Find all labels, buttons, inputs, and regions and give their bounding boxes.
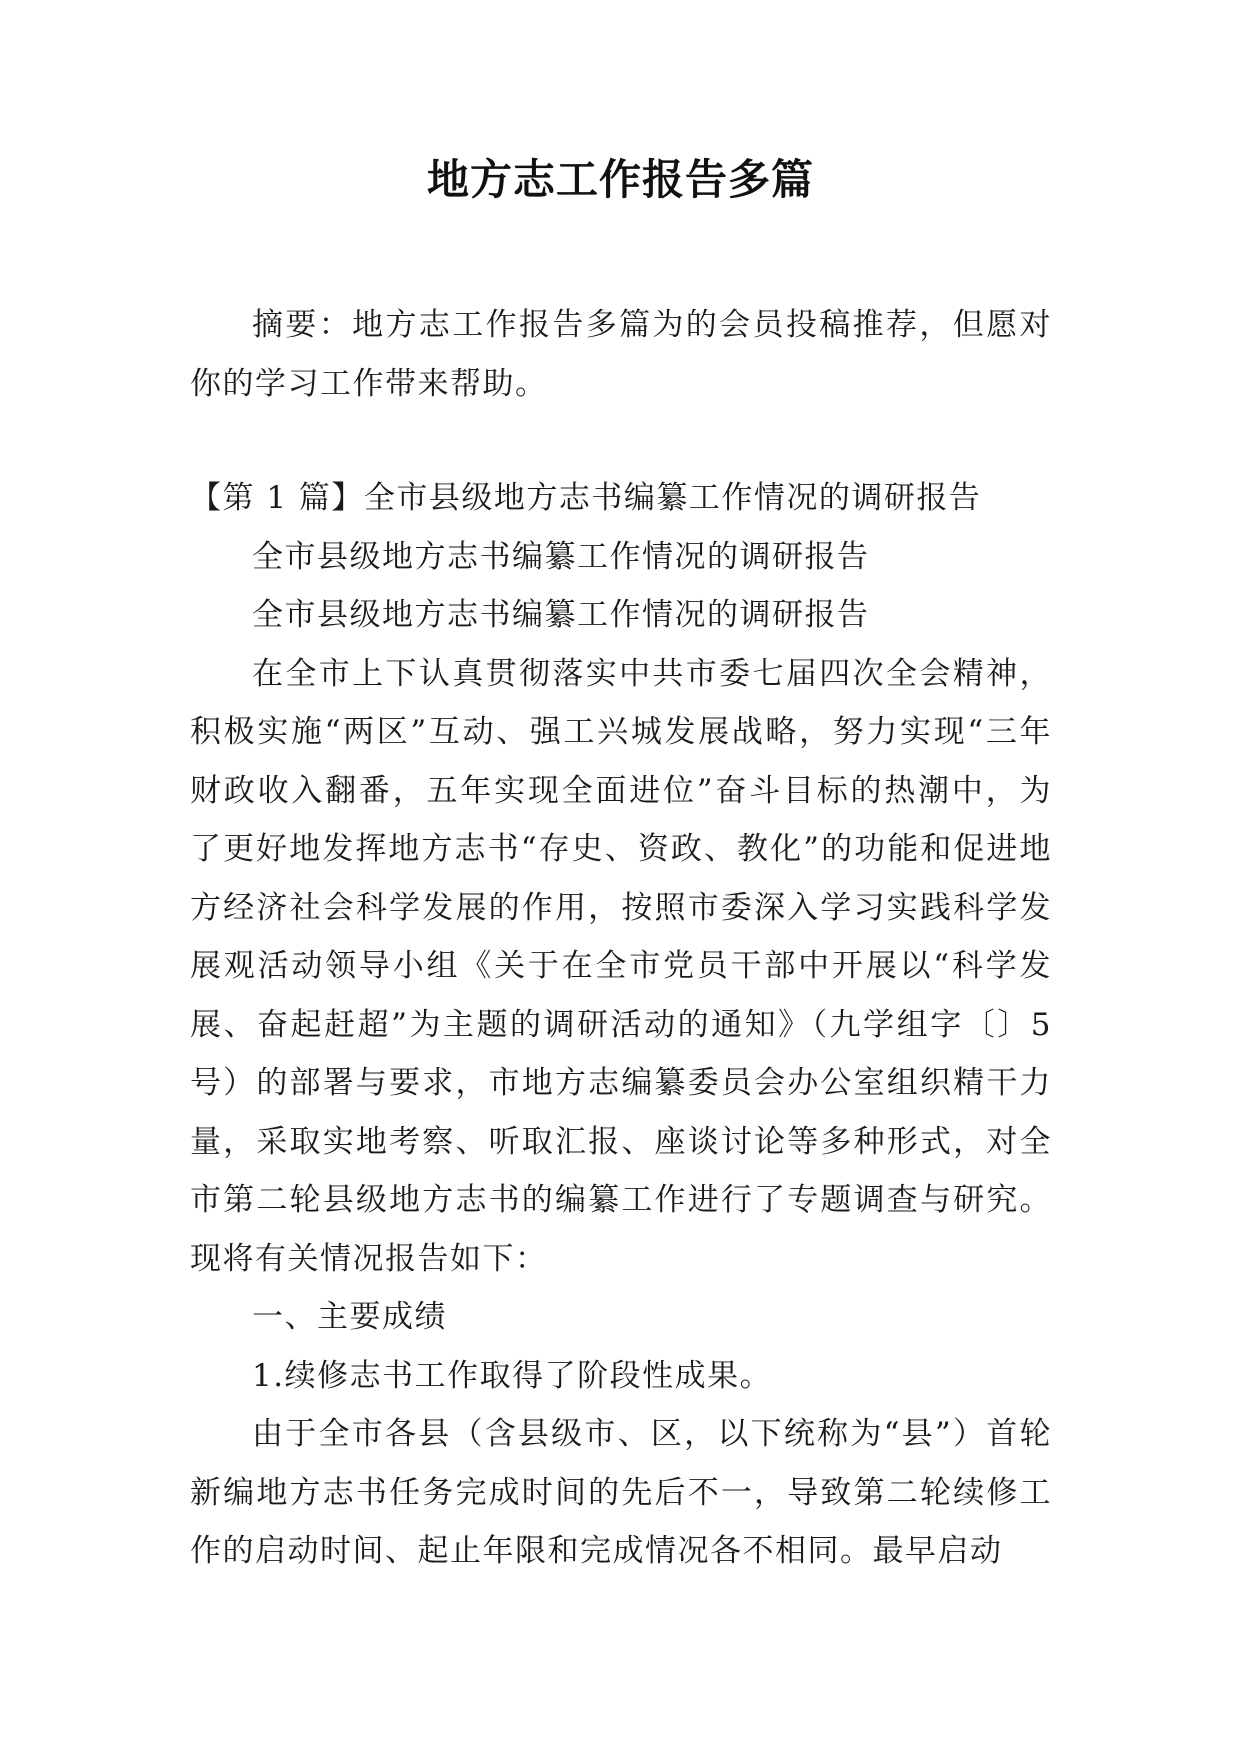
paragraph-spacer (190, 413, 1052, 469)
abstract-paragraph: 摘要：地方志工作报告多篇为的会员投稿推荐，但愿对你的学习工作带来帮助。 (190, 307, 1052, 402)
report-subtitle: 全市县级地方志书编纂工作情况的调研报告 (252, 538, 870, 575)
document-title: 地方志工作报告多篇 (426, 155, 814, 204)
body-paragraph: 由于全市各县（含县级市、区，以下统称为“县”）首轮新编地方志书任务完成时间的先后不一，导致第二轮续修工作的启动时间、起止年限和完成情况各不相同。最早启动 (190, 1416, 1052, 1569)
intro-paragraph: 在全市上下认真贯彻落实中共市委七届四次全会精神，积极实施“两区”互动、强工兴城发展战略，努力实现“三年财政收入翻番，五年实现全面进位”奋斗目标的热潮中，为了更好地发挥地方志书“存史、资政、教化”的功能和促进地方经济社会科学发展的作用，按照市委深入学习实践科学发展观活动领导小组《关于在全市党员干部中开展以“科学发展、奋起赶超”为主题的调研活动的通知》（九学组字〔〕5 号）的部署与要求，市地方志编纂委员会办公室组织精干力量，采取实地考察、听取汇报、座谈讨论等多种形式，对全市第二轮县级地方志书的编纂工作进行了专题调查与研究。现将有关情况报告如下： (190, 655, 1052, 1277)
document-body (190, 296, 1052, 1581)
report-subtitle-repeat: 全市县级地方志书编纂工作情况的调研报告 (252, 597, 870, 633)
section-heading: 【第 1 篇】全市县级地方志书编纂工作情况的调研报告 (190, 480, 982, 516)
subheading-revision-results: 1.续修志书工作取得了阶段性成果。 (252, 1357, 773, 1394)
heading-main-achievements: 一、主要成绩 (252, 1299, 447, 1335)
